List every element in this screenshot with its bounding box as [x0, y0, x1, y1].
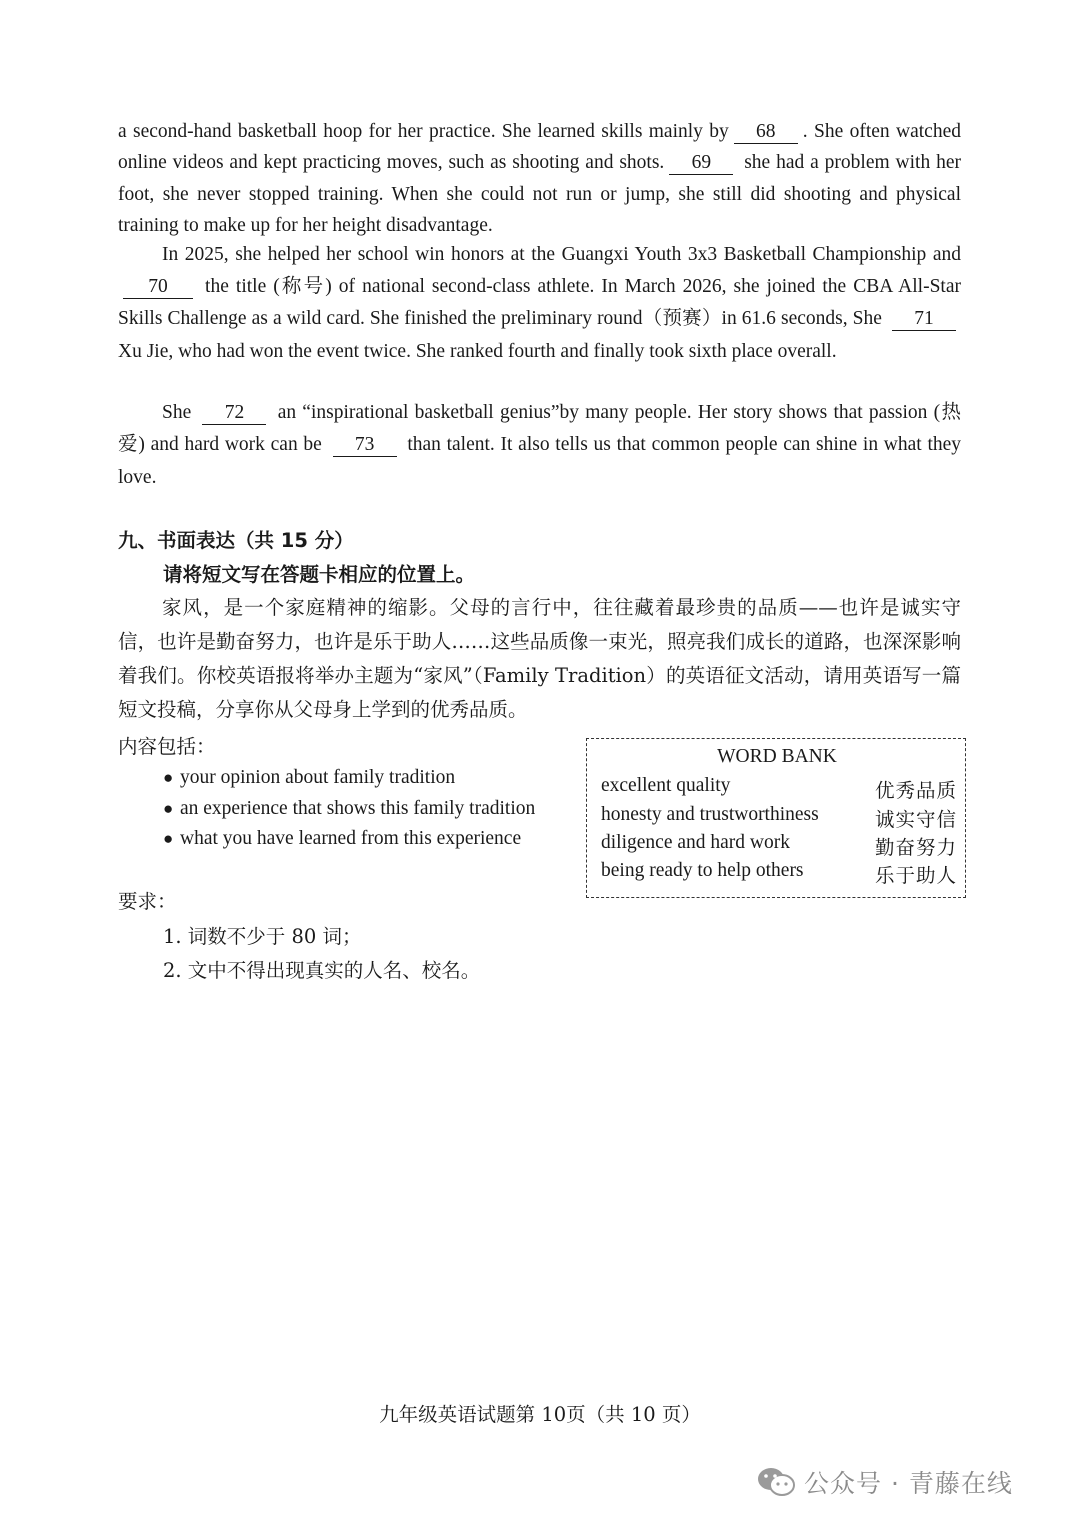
passage-text: Xu Jie, who had won the event twice. She ranked fourth and finally took sixth place overall.	[118, 340, 837, 362]
list-item: 1. 词数不少于 80 词；	[163, 925, 362, 948]
watermark-text: 公众号 · 青藤在线	[804, 1469, 1013, 1498]
blank-69: 69	[669, 152, 733, 175]
section-instruction: 请将短文写在答题卡相应的位置上。	[163, 563, 476, 586]
content-bullet-list	[163, 763, 535, 855]
list-item: ● what you have learned from this experience	[163, 824, 535, 855]
requirements-list	[163, 920, 480, 988]
passage-text: . She often watched online videos and kept practicing moves, such as shooting and shots.	[118, 121, 961, 174]
watermark	[756, 1460, 1013, 1504]
passage-text: the title (称号) of national second-class athlete. In March 2026, she joined the CBA All-Star Skills Challenge as a wild card. She finished the preliminary round（预赛）in 61.6 seconds, She	[118, 276, 962, 330]
bullet-icon: ●	[163, 798, 174, 818]
section-title: 九、书面表达（共 15 分）	[118, 529, 354, 552]
word-bank-title: WORD BANK	[717, 746, 837, 767]
blank-73: 73	[333, 434, 397, 457]
bullet-icon: ●	[163, 829, 174, 848]
blank-68: 68	[734, 121, 798, 144]
blank-71: 71	[892, 308, 956, 331]
passage-text: than talent. It also tells us that common people can shine in what they love.	[118, 434, 962, 488]
blank-70: 70	[123, 276, 193, 299]
passage-text: she had a problem with her foot, she never stopped training. When she could not run or jump, she still did shooting and physical training to make up for her height disadvantage.	[118, 152, 962, 236]
passage-paragraph-1	[118, 116, 961, 241]
passage-text: In 2025, she helped her school win honors at the Guangxi Youth 3x3 Basketball Championship and	[162, 244, 961, 265]
content-label: 内容包括：	[118, 735, 216, 758]
passage-paragraph-3	[118, 397, 961, 494]
bullet-icon: ●	[163, 768, 174, 787]
list-item: ● an experience that shows this family tradition	[163, 794, 535, 825]
passage-paragraph-2	[118, 239, 961, 368]
requirements-label: 要求：	[118, 890, 177, 913]
blank-72: 72	[202, 402, 266, 425]
page-footer: 九年级英语试题第 10页（共 10 页）	[379, 1403, 701, 1426]
passage-text: a second-hand basketball hoop for her practice. She learned skills mainly by	[118, 121, 729, 142]
word-bank-box: WORD BANK excellent quality 优秀品质 honesty and trustworthiness 诚实守信 diligence and hard work 勤奋努力 being ready to help others 乐于助人	[586, 738, 966, 898]
list-item: 2. 文中不得出现真实的人名、校名。	[163, 959, 481, 982]
passage-text: She	[162, 402, 192, 423]
passage-text: an “inspirational basketball genius”by many people. Her story shows that passion (热爱) and hard work can be	[118, 402, 961, 456]
list-item: ● your opinion about family tradition	[163, 763, 535, 794]
wechat-icon	[756, 1466, 796, 1498]
writing-prompt: 家风，是一个家庭精神的缩影。父母的言行中，往往藏着最珍贵的品质——也许是诚实守信，也许是勤奋努力，也许是乐于助人……这些品质像一束光，照亮我们成长的道路，也深深影响着我们。你校英语报将举办主题为“家风”（Family Tradition）的英语征文活动，请用英语写一篇短文投稿，分享你从父母身上学到的优秀品质。	[118, 596, 961, 721]
